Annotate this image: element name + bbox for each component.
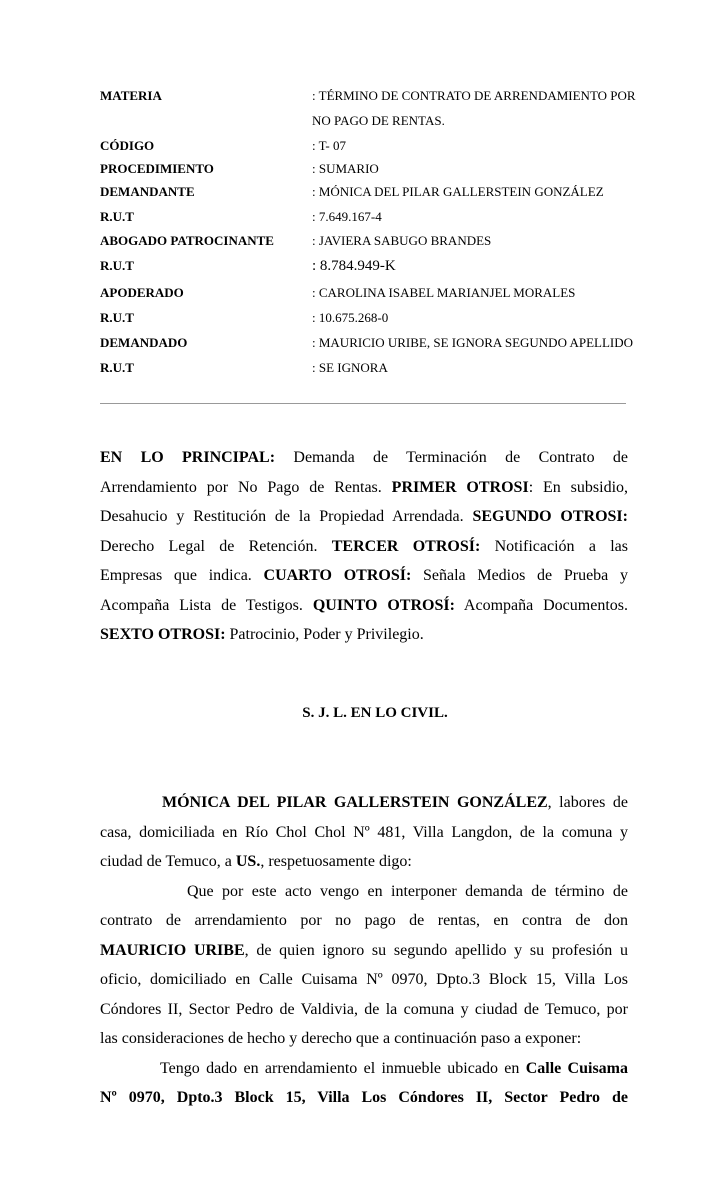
summary-line [100, 502, 628, 532]
summary-line [100, 561, 628, 591]
body-line [100, 1054, 628, 1084]
property-address: Nº 0970, Dpto.3 Block 15, Villa Los Cóndores II, Sector Pedro de [100, 1089, 628, 1106]
header-value: : 10.675.268-0 [312, 310, 389, 325]
text-run: , labores de [547, 794, 628, 811]
summary-line [100, 532, 628, 562]
header-label: R.U.T [100, 360, 134, 375]
text-run: , respetuosamente digo: [260, 853, 412, 870]
text-run: Arrendamiento por No Pago de Rentas. [100, 478, 392, 496]
header-value-continued: NO PAGO DE RENTAS. [312, 113, 445, 128]
summary-line [100, 473, 628, 503]
header-value: : MÓNICA DEL PILAR GALLERSTEIN GONZÁLEZ [312, 184, 604, 199]
text-run: Acompaña Lista de Testigos. [100, 596, 313, 614]
court-address: S. J. L. EN LO CIVIL. [302, 705, 448, 721]
separator-line [100, 403, 626, 404]
body-line: Que por este acto vengo en interponer demanda de término de [187, 882, 628, 900]
defendant-name: MAURICIO URIBE [100, 941, 245, 959]
body-line: las consideraciones de hecho y derecho que a continuación paso a exponer: [100, 1030, 582, 1047]
header-label: CÓDIGO [100, 138, 155, 153]
header-value: : TÉRMINO DE CONTRATO DE ARRENDAMIENTO POR [312, 88, 636, 103]
text-run: Demanda de Terminación de Contrato de [275, 449, 628, 466]
otrosi-heading: CUARTO OTROSÍ: [263, 567, 412, 584]
body-paragraphs [100, 788, 628, 1113]
header-label: DEMANDANTE [100, 184, 195, 199]
header-value: : MAURICIO URIBE, SE IGNORA SEGUNDO APELLIDO [312, 335, 634, 350]
header-value: : SE IGNORA [312, 360, 388, 375]
header-label: APODERADO [100, 285, 184, 300]
otrosi-heading: SEGUNDO OTROSI: [472, 508, 628, 525]
text-run: Señala Medios de Prueba y [411, 567, 628, 584]
body-line: contrato de arrendamiento por no pago de rentas, en contra de don [100, 912, 628, 929]
text-run: Derecho Legal de Retención. [100, 537, 332, 555]
header-label: DEMANDADO [100, 335, 188, 350]
principal-heading: EN LO PRINCIPAL: [100, 449, 276, 466]
body-line: casa, domiciliada en Río Chol Chol Nº 481, Villa Langdon, de la comuna y [100, 823, 628, 841]
body-line: Cóndores II, Sector Pedro de Valdivia, de la comuna y ciudad de Temuco, por [100, 1000, 628, 1018]
otrosi-heading: TERCER OTROSÍ: [331, 537, 481, 555]
otrosi-heading: PRIMER OTROSI [391, 478, 529, 496]
otrosi-heading: QUINTO OTROSÍ: [312, 596, 455, 614]
header-label: R.U.T [100, 310, 134, 325]
plaintiff-name: MÓNICA DEL PILAR GALLERSTEIN GONZÁLEZ [162, 794, 548, 811]
body-line [100, 1083, 628, 1113]
text-run: Acompaña Documentos. [454, 596, 629, 614]
text-run: , de quien ignoro su segundo apellido y su profesión u [244, 941, 628, 959]
property-address: Calle Cuisama [525, 1059, 628, 1077]
summary-line [100, 620, 628, 650]
text-run: Desahucio y Restitución de la Propiedad Arrendada. [100, 508, 473, 525]
header-value: : 8.784.949-K [312, 258, 396, 274]
text-run: ciudad de Temuco, a [100, 853, 236, 870]
header-label: ABOGADO PATROCINANTE [100, 233, 274, 248]
summary-line [100, 591, 628, 621]
body-line [100, 788, 628, 818]
body-line [100, 847, 628, 877]
text-run: Tengo dado en arrendamiento el inmueble ubicado en [160, 1059, 526, 1077]
header-label: R.U.T [100, 209, 134, 224]
text-run: Empresas que indica. [100, 567, 264, 584]
summary-paragraph [100, 443, 628, 650]
text-run: : En subsidio, [528, 478, 629, 496]
text-run: Notificación a las [480, 537, 629, 555]
header-value: : SUMARIO [312, 161, 379, 176]
header-value: : 7.649.167-4 [312, 209, 382, 224]
header-value: : T- 07 [312, 138, 346, 153]
text-run: Patrocinio, Poder y Privilegio. [225, 626, 424, 643]
header-label: PROCEDIMIENTO [100, 161, 214, 176]
body-line: oficio, domiciliado en Calle Cuisama Nº 0970, Dpto.3 Block 15, Villa Los [100, 971, 628, 988]
otrosi-heading: SEXTO OTROSI: [100, 626, 226, 643]
us-abbrev: US. [235, 853, 261, 870]
header-label: MATERIA [100, 88, 162, 103]
header-label: R.U.T [100, 258, 134, 273]
body-line [100, 936, 628, 966]
header-value: : JAVIERA SABUGO BRANDES [312, 233, 492, 248]
header-value: : CAROLINA ISABEL MARIANJEL MORALES [312, 285, 576, 300]
summary-line [100, 443, 628, 473]
